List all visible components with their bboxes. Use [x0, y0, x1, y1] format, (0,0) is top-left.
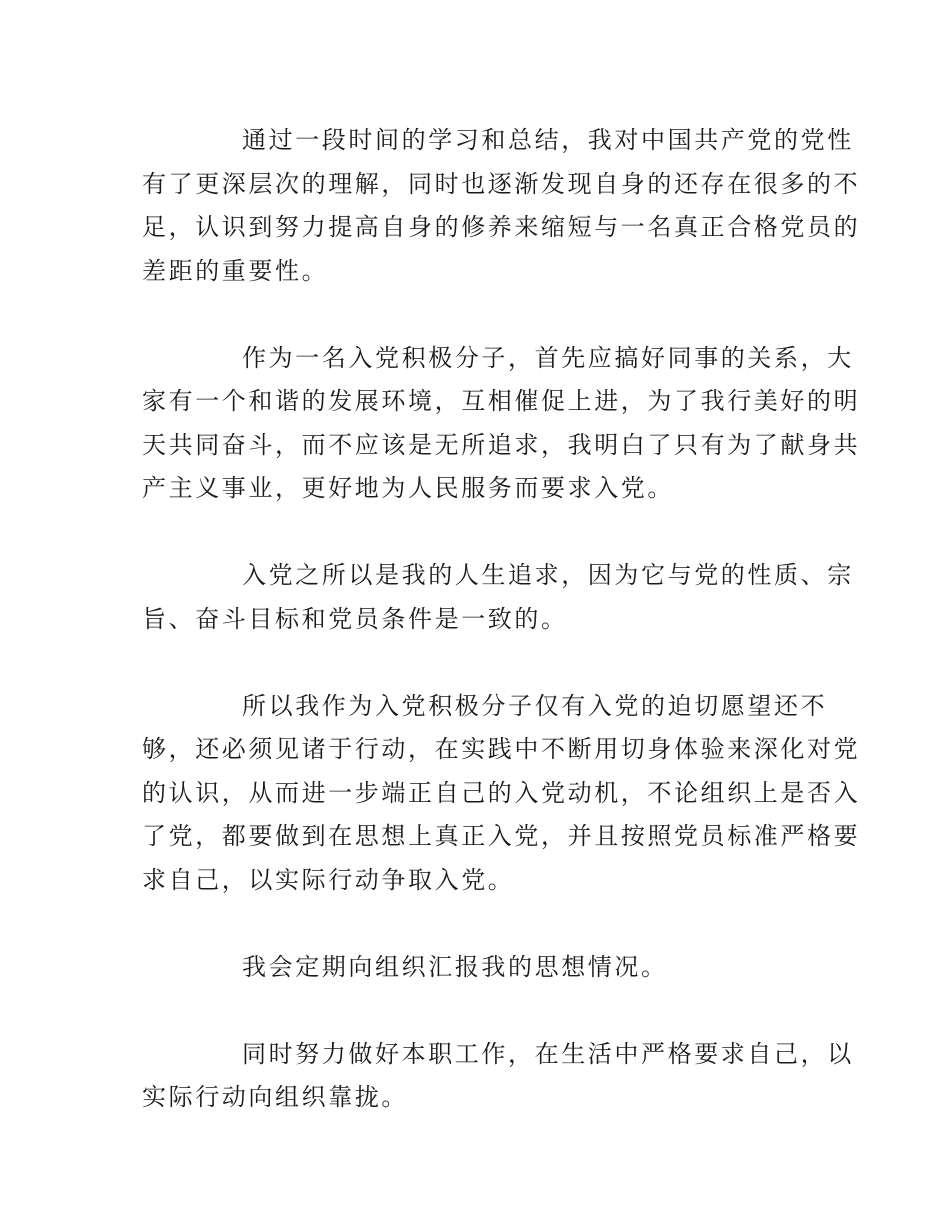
text-line: 作为一名入党积极分子，首先应搞好同事的关系，大: [242, 343, 854, 372]
text-line: 同时努力做好本职工作，在生活中严格要求自己，以: [242, 1039, 854, 1068]
text-line: 通过一段时间的学习和总结，我对中国共产党的党性: [242, 126, 854, 154]
text-line: 足，认识到努力提高自身的修养来缩短与一名真正合格党员的: [142, 213, 861, 241]
text-line: 的认识，从而进一步端正自己的入党动机，不论组织上是否入: [142, 778, 861, 807]
text-line: 家有一个和谐的发展环境，互相催促上进，为了我行美好的明: [142, 387, 861, 415]
paragraph-4: [142, 685, 861, 903]
text-line: 差距的重要性。: [142, 256, 329, 285]
paragraph-6: [142, 1033, 854, 1120]
text-line: 实际行动向组织靠拢。: [142, 1083, 408, 1111]
text-line: 产主义事业，更好地为人民服务而要求入党。: [142, 474, 674, 502]
text-line: 天共同奋斗，而不应该是无所追求，我明白了只有为了献身共: [142, 430, 861, 459]
paragraph-3: [142, 554, 854, 641]
text-line: 旨、奋斗目标和党员条件是一致的。: [142, 604, 568, 633]
text-line: 我会定期向组织汇报我的思想情况。: [242, 952, 668, 981]
document-body: [142, 119, 861, 1163]
paragraph-5: [142, 946, 812, 990]
text-line: 有了更深层次的理解，同时也逐渐发现自身的还存在很多的不: [142, 169, 861, 198]
paragraph-2: [142, 337, 861, 511]
text-line: 求自己，以实际行动争取入党。: [142, 865, 515, 894]
paragraph-1: [142, 119, 861, 293]
text-line: 所以我作为入党积极分子仅有入党的迫切愿望还不: [242, 691, 828, 720]
text-line: 了党，都要做到在思想上真正入党，并且按照党员标准严格要: [142, 822, 861, 850]
text-line: 入党之所以是我的人生追求，因为它与党的性质、宗: [242, 561, 854, 589]
text-line: 够，还必须见诸于行动，在实践中不断用切身体验来深化对党: [142, 735, 861, 763]
